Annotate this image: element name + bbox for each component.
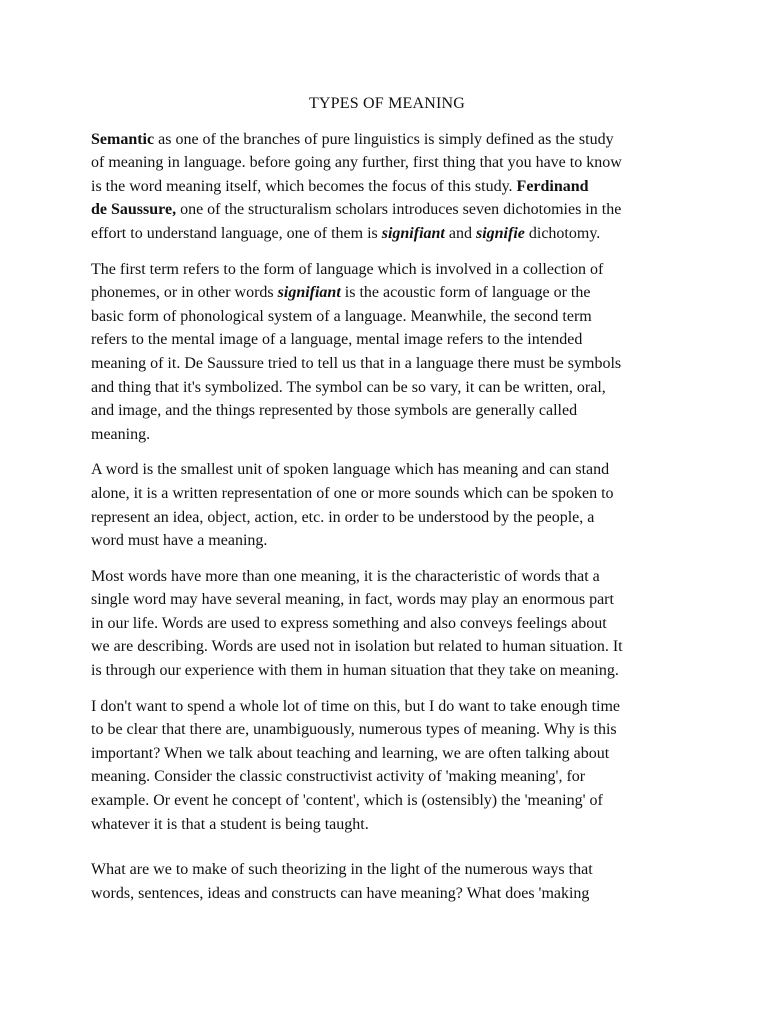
text-run: and thing that it's symbolized. The symbol can be so vary, it can be written, oral,: [91, 378, 606, 396]
text-line: [91, 175, 683, 199]
text-run: and image, and the things represented by those symbols are generally called: [91, 402, 578, 420]
text-run: to be clear that there are, unambiguously, numerous types of meaning. Why is this: [91, 721, 617, 739]
text-run: we are describing. Words are used not in isolation but related to human situation. It: [91, 638, 623, 656]
text-line: [91, 458, 683, 482]
text-line: [91, 399, 683, 423]
text-run: The first term refers to the form of language which is involved in a collection of: [91, 260, 604, 278]
text-line: [91, 529, 683, 553]
text-run: represent an idea, object, action, etc. in order to be understood by the people, a: [91, 508, 595, 526]
text-line: [91, 588, 683, 612]
text-line: [91, 718, 683, 742]
text-run: What are we to make of such theorizing in the light of the numerous ways that: [91, 861, 593, 879]
text-line: [91, 858, 683, 882]
text-run: example. Or event he concept of 'content', which is (ostensibly) the 'meaning' of: [91, 792, 603, 810]
text-line: [91, 281, 683, 305]
text-line: [91, 659, 683, 683]
text-line: [91, 882, 683, 906]
text-line: [91, 305, 683, 329]
text-line: [91, 695, 683, 719]
paragraph-list: [91, 128, 683, 906]
text-line: [91, 813, 683, 837]
text-run: word must have a meaning.: [91, 532, 268, 550]
emphasis-text: de Saussure,: [91, 201, 177, 219]
text-run: is the word meaning itself, which becomes the focus of this study.: [91, 177, 517, 195]
text-run: whatever it is that a student is being taught.: [91, 815, 369, 833]
text-run: A word is the smallest unit of spoken language which has meaning and can stand: [91, 461, 610, 479]
document-title: TYPES OF MEANING: [308, 95, 466, 112]
emphasis-text: Semantic: [91, 130, 155, 148]
text-run: single word may have several meaning, in fact, words may play an enormous part: [91, 591, 614, 609]
text-line: [91, 222, 683, 246]
paragraph: [91, 458, 683, 552]
text-run: phonemes, or in other words: [91, 284, 278, 302]
text-line: [91, 635, 683, 659]
text-line: [91, 352, 683, 376]
text-line: [91, 765, 683, 789]
text-line: [91, 423, 683, 447]
text-line: [91, 151, 683, 175]
document-body: [91, 92, 683, 917]
text-run: meaning.: [91, 425, 151, 443]
paragraph: [91, 128, 683, 246]
text-line: [91, 198, 683, 222]
text-run: effort to understand language, one of them is: [91, 224, 382, 242]
text-run: meaning. Consider the classic constructivist activity of 'making meaning', for: [91, 768, 586, 786]
text-run: one of the structuralism scholars introduces seven dichotomies in the: [176, 201, 622, 219]
paragraph: [91, 695, 683, 837]
text-line: [91, 328, 683, 352]
text-run: is through our experience with them in human situation that they take on meaning.: [91, 662, 619, 680]
text-run: is the acoustic form of language or the: [340, 284, 591, 302]
text-run: refers to the mental image of a language, mental image refers to the intended: [91, 331, 583, 349]
emphasis-text: signifiant: [381, 224, 445, 242]
text-run: as one of the branches of pure linguistics is simply defined as the study: [154, 130, 614, 148]
text-run: Most words have more than one meaning, it is the characteristic of words that a: [91, 567, 600, 585]
text-run: alone, it is a written representation of one or more sounds which can be spoken to: [91, 484, 614, 502]
emphasis-text: signifie: [475, 224, 525, 242]
text-line: [91, 506, 683, 530]
text-run: basic form of phonological system of a language. Meanwhile, the second term: [91, 307, 592, 325]
text-line: [91, 789, 683, 813]
text-run: important? When we talk about teaching and learning, we are often talking about: [91, 744, 610, 762]
text-run: in our life. Words are used to express something and also conveys feelings about: [91, 614, 607, 632]
paragraph: [91, 258, 683, 447]
text-line: [91, 482, 683, 506]
emphasis-text: signifiant: [277, 284, 341, 302]
text-line: [91, 376, 683, 400]
text-run: of meaning in language. before going any further, first thing that you have to know: [91, 154, 622, 172]
emphasis-text: Ferdinand: [516, 177, 589, 195]
text-run: and: [444, 224, 476, 242]
text-run: I don't want to spend a whole lot of time on this, but I do want to take enough time: [91, 697, 621, 715]
text-line: [91, 742, 683, 766]
paragraph: [91, 565, 683, 683]
text-line: [91, 258, 683, 282]
text-line: [91, 565, 683, 589]
text-run: meaning of it. De Saussure tried to tell us that in a language there must be symbols: [91, 354, 622, 372]
text-line: [91, 128, 683, 152]
text-run: words, sentences, ideas and constructs can have meaning? What does 'making: [91, 884, 590, 902]
text-run: dichotomy.: [524, 224, 601, 242]
text-line: [91, 612, 683, 636]
paragraph: [91, 858, 683, 905]
